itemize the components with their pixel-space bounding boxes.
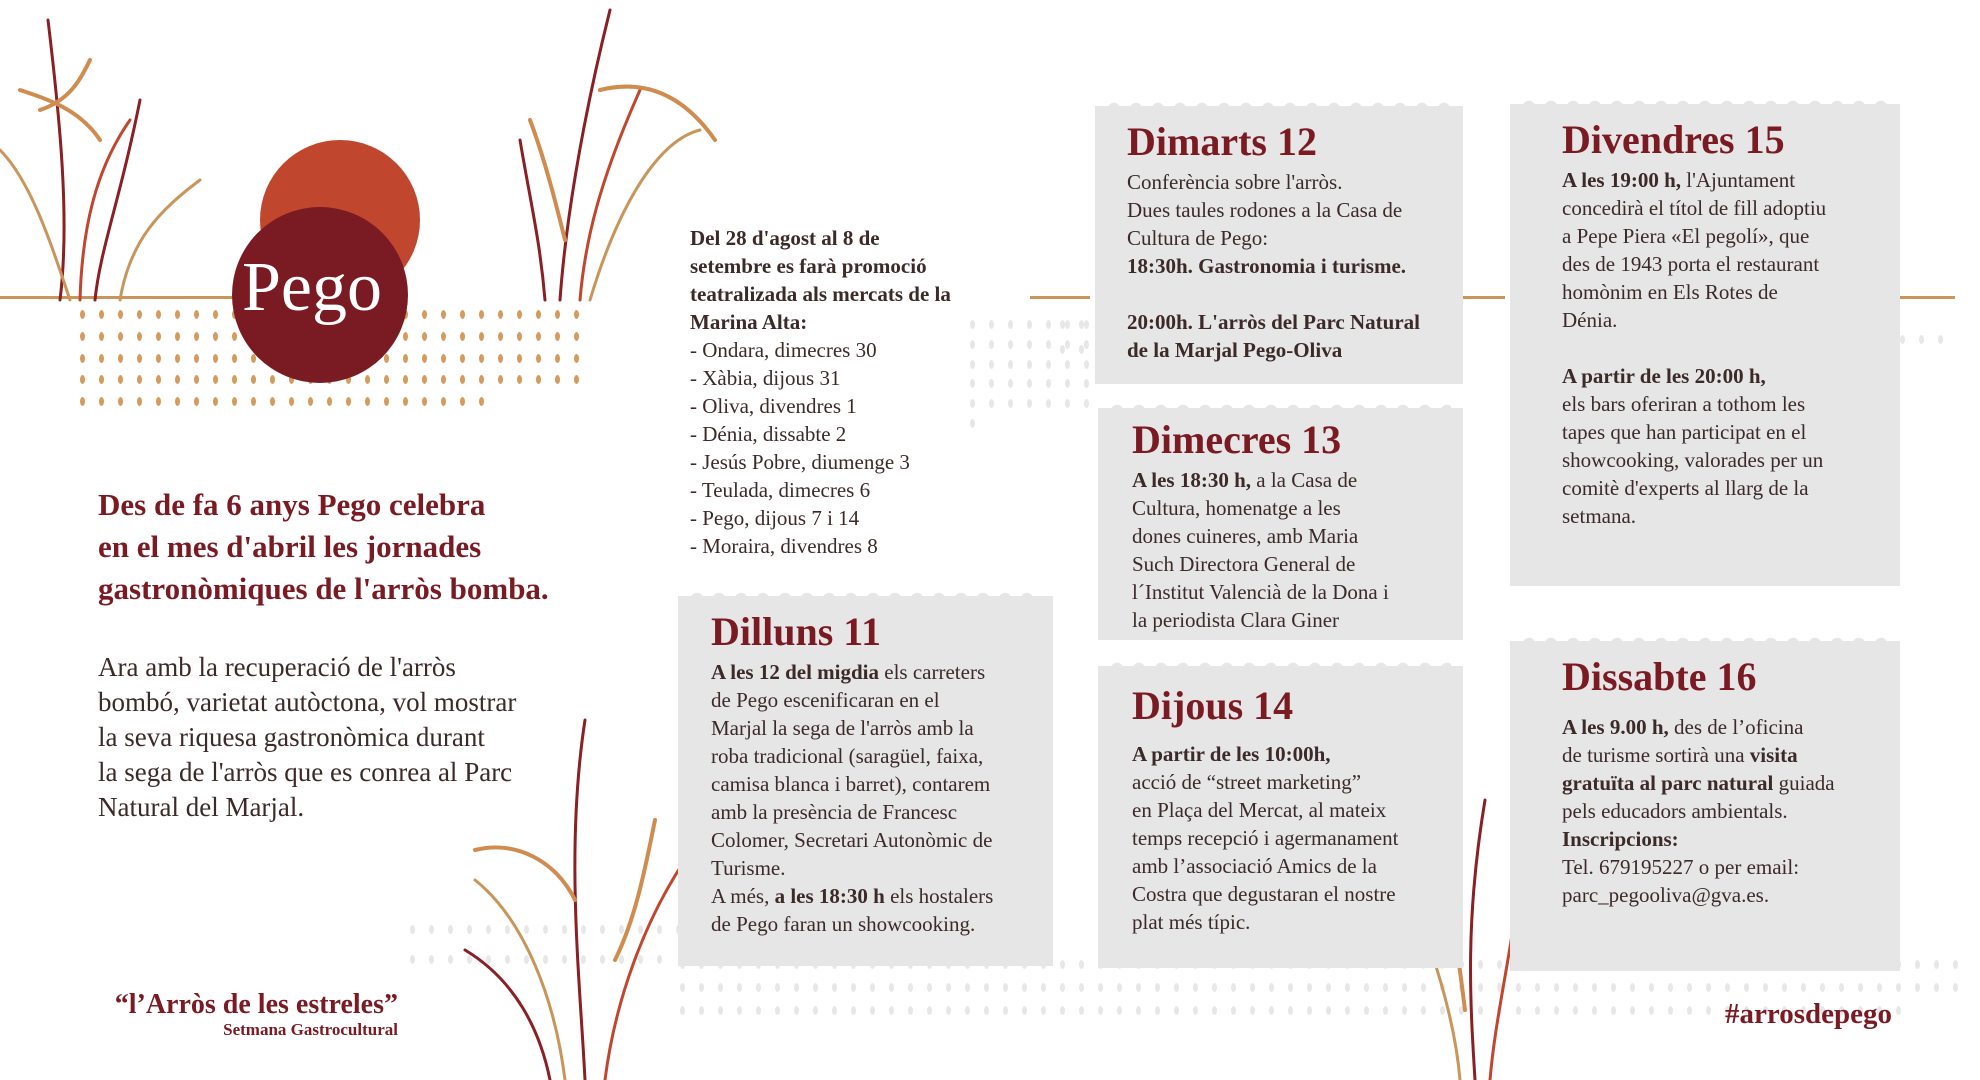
rice-grain-dot [1649,983,1654,992]
rice-grain-dot [946,1006,951,1015]
rice-grain-dot [1934,960,1939,969]
market-item: - Jesús Pobre, diumenge 3 [690,450,910,474]
rice-grain-dot [1065,399,1070,408]
time-highlight: a les 18:30 h [774,884,885,908]
rice-grain-dot [1079,345,1084,354]
card-dijous [1098,666,1463,968]
rice-grain-dot [1763,983,1768,992]
rice-grain-dot [1269,983,1274,992]
text: l'Ajuntament [1681,168,1796,192]
intro-paragraph-line: Natural del Marjal. [98,792,305,822]
rice-grain-dot [1060,320,1065,329]
rice-grain-dot [1136,1006,1141,1015]
rice-grain-dot [946,983,951,992]
text-line: pels educadors ambientals. [1562,799,1788,823]
rice-grain-dot [1649,1006,1654,1015]
rice-grain-dot [429,955,434,964]
text: a la Casa de [1251,468,1358,492]
rice-grain-dot [1027,340,1032,349]
time-highlight: A les 12 del migdia [711,660,880,684]
rice-grain-dot [737,1006,742,1015]
highlight: gratuïta al parc natural [1562,771,1774,795]
rice-grain-dot [1079,960,1084,969]
text: A més, [711,884,775,908]
rice-grain-dot [1820,983,1825,992]
intro-paragraph-line: la sega de l'arròs que es conrea al Parc [98,757,513,787]
rice-grain-dot [1535,1006,1540,1015]
time-highlight: A les 19:00 h, [1562,168,1682,192]
text-line: Colomer, Secretari Autonòmic de [711,828,993,852]
rice-grain-dot [1193,1006,1198,1015]
text-line: Such Directora General de [1132,552,1356,576]
intro-paragraph-line: Ara amb la recuperació de l'arròs [98,652,456,682]
hashtag: #arrosdepego [1725,998,1893,1030]
time-highlight: A partir de les 20:00 h, [1562,364,1766,388]
rice-grain-dot [1668,1006,1673,1015]
intro-paragraph [98,650,618,825]
session-line: 18:30h. Gastronomia i turisme. [1127,254,1407,278]
rice-grain-dot [1630,1006,1635,1015]
rice-grain-dot [1269,1006,1274,1015]
market-item: - Xàbia, dijous 31 [690,366,841,390]
text-line: en Plaça del Mercat, al mateix [1132,798,1387,822]
intro-heading-line: Des de fa 6 anys Pego celebra [98,487,486,522]
rice-grain-dot [965,983,970,992]
rice-grain-dot [1231,983,1236,992]
rice-grain-dot [737,983,742,992]
brand-footer [98,990,398,1040]
rice-grain-dot [1098,983,1103,992]
text-line: comitè d'experts al llarg de la [1562,476,1809,500]
rice-grain-dot [1084,360,1089,369]
rice-grain-dot [1573,1006,1578,1015]
rice-grain-dot [1554,1006,1559,1015]
highlight: visita [1749,743,1798,767]
brand-title: “l’Arròs de les estreles” [114,989,398,1020]
rice-grain-dot [1079,320,1084,329]
rice-grain-dot [1117,1006,1122,1015]
rice-grain-dot [1687,1006,1692,1015]
markets-heading-line: Marina Alta: [690,310,808,334]
rice-grain-dot [1345,983,1350,992]
card-dimecres [1098,408,1463,640]
rice-grain-dot [1915,960,1920,969]
card-title: Dijous 14 [1132,683,1294,728]
text-line: setmana. [1562,504,1637,528]
rice-grain-dot [1630,983,1635,992]
rice-grain-dot [1402,1006,1407,1015]
rice-grain-dot [1858,983,1863,992]
card-title: Dissabte 16 [1562,654,1757,699]
rice-grain-dot [1027,399,1032,408]
rice-grain-dot [1364,983,1369,992]
rice-grain-dot [851,1006,856,1015]
rice-grain-dot [1027,360,1032,369]
rice-grain-dot [1079,1006,1084,1015]
rice-grain-dot [718,983,723,992]
phone-line: Tel. 679195227 o per email: [1562,855,1800,879]
rice-grain-dot [1554,983,1559,992]
rice-grain-dot [1383,1006,1388,1015]
rice-grain-dot [1706,1006,1711,1015]
rice-grain-dot [1307,1006,1312,1015]
rice-grain-dot [1687,983,1692,992]
rice-grain-dot [1288,1006,1293,1015]
rice-grain-dot [1934,983,1939,992]
session-line: de la Marjal Pego-Oliva [1127,338,1343,362]
rice-grain-dot [1307,983,1312,992]
rice-grain-dot [1938,335,1943,344]
rice-grain-dot [1046,340,1051,349]
rice-grain-dot [1046,379,1051,388]
text: els hostalers [884,884,994,908]
text-line: Costra que degustaran el nostre [1132,882,1396,906]
text-line: roba tradicional (saragüel, faixa, [711,744,984,768]
text-line: amb la presència de Francesc [711,800,958,824]
rice-grain-dot [1155,1006,1160,1015]
intro-paragraph-line: la seva riquesa gastronòmica durant [98,722,485,752]
rice-grain-dot [813,1006,818,1015]
markets-heading-line: setembre es farà promoció [690,254,927,278]
rice-grain-dot [1046,320,1051,329]
text-line: de Pego escenificaran en el [711,688,940,712]
rice-grain-dot [870,983,875,992]
rice-grain-dot [965,1006,970,1015]
rice-grain-dot [1155,983,1160,992]
text-line: Marjal la sega de l'arròs amb la [711,716,974,740]
market-item: - Oliva, divendres 1 [690,394,857,418]
rice-grain-dot [794,983,799,992]
text-line: Dues taules rodones a la Casa de [1127,198,1403,222]
time-highlight: A partir de les 10:00h, [1132,742,1331,766]
rice-grain-dot [756,983,761,992]
rice-grain-dot [448,925,453,934]
rice-grain-dot [984,983,989,992]
text-line: acció de “street marketing” [1132,770,1362,794]
text-line: homònim en Els Rotes de [1562,280,1778,304]
rice-grain-dot [1706,983,1711,992]
rice-grain-dot [448,955,453,964]
rice-grain-dot [927,983,932,992]
rice-grain-dot [851,983,856,992]
rice-grain-dot [1326,1006,1331,1015]
text-line: plat més típic. [1132,910,1251,934]
text-line: Cultura de Pego: [1127,226,1269,250]
rice-grain-dot [1079,983,1084,992]
intro-heading-line: gastronòmiques de l'arròs bomba. [98,571,549,606]
rice-grain-dot [1065,360,1070,369]
text-line: dones cuineres, amb Maria [1132,524,1359,548]
session-line: 20:00h. L'arròs del Parc Natural [1127,310,1420,334]
time-highlight: A les 9.00 h, [1562,715,1669,739]
rice-grain-dot [1744,983,1749,992]
email-line[interactable]: parc_pegooliva@gva.es. [1562,883,1770,907]
rice-grain-dot [1592,983,1597,992]
rice-grain-dot [1782,983,1787,992]
rice-grain-dot [1288,983,1293,992]
rice-grain-dot [1668,983,1673,992]
rice-grain-dot [1801,983,1806,992]
intro-heading [98,484,618,610]
rice-grain-dot [1611,1006,1616,1015]
rice-grain-dot [1877,983,1882,992]
rice-grain-dot [1117,983,1122,992]
text-line: showcooking, valorades per un [1562,448,1824,472]
rice-grain-dot [1060,960,1065,969]
market-item: - Pego, dijous 7 i 14 [690,506,860,530]
market-item: - Dénia, dissabte 2 [690,422,847,446]
rice-grain-dot [908,1006,913,1015]
brand-subtitle: Setmana Gastrocultural [223,1020,398,1039]
rice-grain-dot [1573,983,1578,992]
rice-grain-dot [870,1006,875,1015]
rice-grain-dot [410,925,415,934]
text-line: Conferència sobre l'arròs. [1127,170,1343,194]
text-line: Cultura, homenatge a les [1132,496,1341,520]
markets-heading-line: Del 28 d'agost al 8 de [690,226,880,250]
rice-grain-dot [832,1006,837,1015]
rice-grain-dot [984,1006,989,1015]
rice-grain-dot [1212,983,1217,992]
market-item: - Teulada, dimecres 6 [690,478,871,502]
rice-grain-dot [1084,399,1089,408]
rice-grain-dot [775,983,780,992]
rice-grain-dot [1231,1006,1236,1015]
rice-grain-dot [1250,983,1255,992]
rice-grain-dot [1084,379,1089,388]
intro-heading-line: en el mes d'abril les jornades [98,529,482,564]
rice-grain-dot [1041,983,1046,992]
rice-grain-dot [1611,983,1616,992]
text-line: camisa blanca i barret), contarem [711,772,991,796]
rice-grain-dot [775,1006,780,1015]
rice-grain-dot [429,925,434,934]
rice-grain-dot [832,983,837,992]
card-dimarts [1095,106,1463,384]
markets-block [690,224,1010,560]
rice-grain-dot [1383,983,1388,992]
rice-grain-dot [1022,1006,1027,1015]
logo-text: Pego [242,249,382,326]
rice-grain-dot [1060,983,1065,992]
card-title: Dilluns 11 [711,609,882,654]
rice-grain-dot [1193,983,1198,992]
rice-grain-dot [1402,983,1407,992]
rice-grain-dot [889,983,894,992]
rice-grain-dot [1953,960,1958,969]
horizon-line-right [1895,296,1955,299]
rice-grain-dot [1953,983,1958,992]
rice-grain-dot [1174,983,1179,992]
inscriptions-label: Inscripcions: [1562,827,1679,851]
rice-dots-right [1900,335,1960,355]
rice-grain-dot [889,1006,894,1015]
text-line: la periodista Clara Giner [1132,608,1340,632]
rice-grain-dot [1022,983,1027,992]
rice-grain-dot [1725,983,1730,992]
text-line: de Pego faran un showcooking. [711,912,976,936]
rice-grain-dot [1212,1006,1217,1015]
text: els carreters [879,660,986,684]
text-line: concedirà el títol de fill adoptiu [1562,196,1827,220]
rice-grain-dot [1919,335,1924,344]
card-title: Dimarts 12 [1127,119,1317,164]
text-line: l´Institut Valencià de la Dona i [1132,580,1389,604]
rice-grain-dot [927,1006,932,1015]
rice-grain-dot [1900,335,1905,344]
rice-grain-dot [1060,345,1065,354]
rice-grain-dot [1326,983,1331,992]
rice-grain-dot [1003,983,1008,992]
rice-grain-dot [1250,1006,1255,1015]
rice-grain-dot [1345,1006,1350,1015]
card-title: Dimecres 13 [1132,417,1342,462]
card-title: Divendres 15 [1562,117,1785,162]
horizon-line-mid [1030,296,1090,299]
text: des de l’oficina [1668,715,1804,739]
intro-paragraph-line: bombó, varietat autòctona, vol mostrar [98,687,517,717]
rice-grain-dot [1592,1006,1597,1015]
card-dilluns [678,596,1053,966]
market-item: - Moraira, divendres 8 [690,534,878,558]
time-highlight: A les 18:30 h, [1132,468,1252,492]
rice-grain-dot [1065,379,1070,388]
text-line: Dénia. [1562,308,1618,332]
text-line: amb l’associació Amics de la [1132,854,1377,878]
rice-grain-dot [813,983,818,992]
rice-grain-dot [1046,360,1051,369]
rice-grain-dot [1136,983,1141,992]
text: de turisme sortirà una [1562,743,1750,767]
rice-grain-dot [410,955,415,964]
rice-grain-dot [1915,983,1920,992]
rice-grain-dot [1060,1006,1065,1015]
rice-grain-dot [1046,399,1051,408]
rice-grain-dot [1098,1006,1103,1015]
rice-grain-dot [1041,1006,1046,1015]
card-divendres [1510,104,1900,586]
rice-grain-dot [1364,1006,1369,1015]
text-line: tapes que han participat en el [1562,420,1807,444]
markets-heading-line: teatralizada als mercats de la [690,282,951,306]
market-item: - Ondara, dimecres 30 [690,338,877,362]
rice-grain-dot [794,1006,799,1015]
text: guiada [1773,771,1835,795]
rice-grain-dot [1535,983,1540,992]
rice-grain-dot [718,1006,723,1015]
rice-grain-dot [1174,1006,1179,1015]
rice-grain-dot [1896,1006,1901,1015]
rice-grain-dot [756,1006,761,1015]
text-line: Turisme. [711,856,786,880]
text-line: des de 1943 porta el restaurant [1562,252,1820,276]
rice-grain-dot [1896,983,1901,992]
rice-grain-dot [1027,379,1032,388]
text-line: a Pepe Piera «El pegolí», que [1562,224,1810,248]
rice-grain-dot [908,983,913,992]
text-line: temps recepció i agermanament [1132,826,1399,850]
rice-grain-dot [1003,1006,1008,1015]
rice-grain-dot [1027,320,1032,329]
text-line: els bars oferiran a tothom les [1562,392,1806,416]
rice-grain-dot [1839,983,1844,992]
card-dissabte [1510,641,1900,971]
